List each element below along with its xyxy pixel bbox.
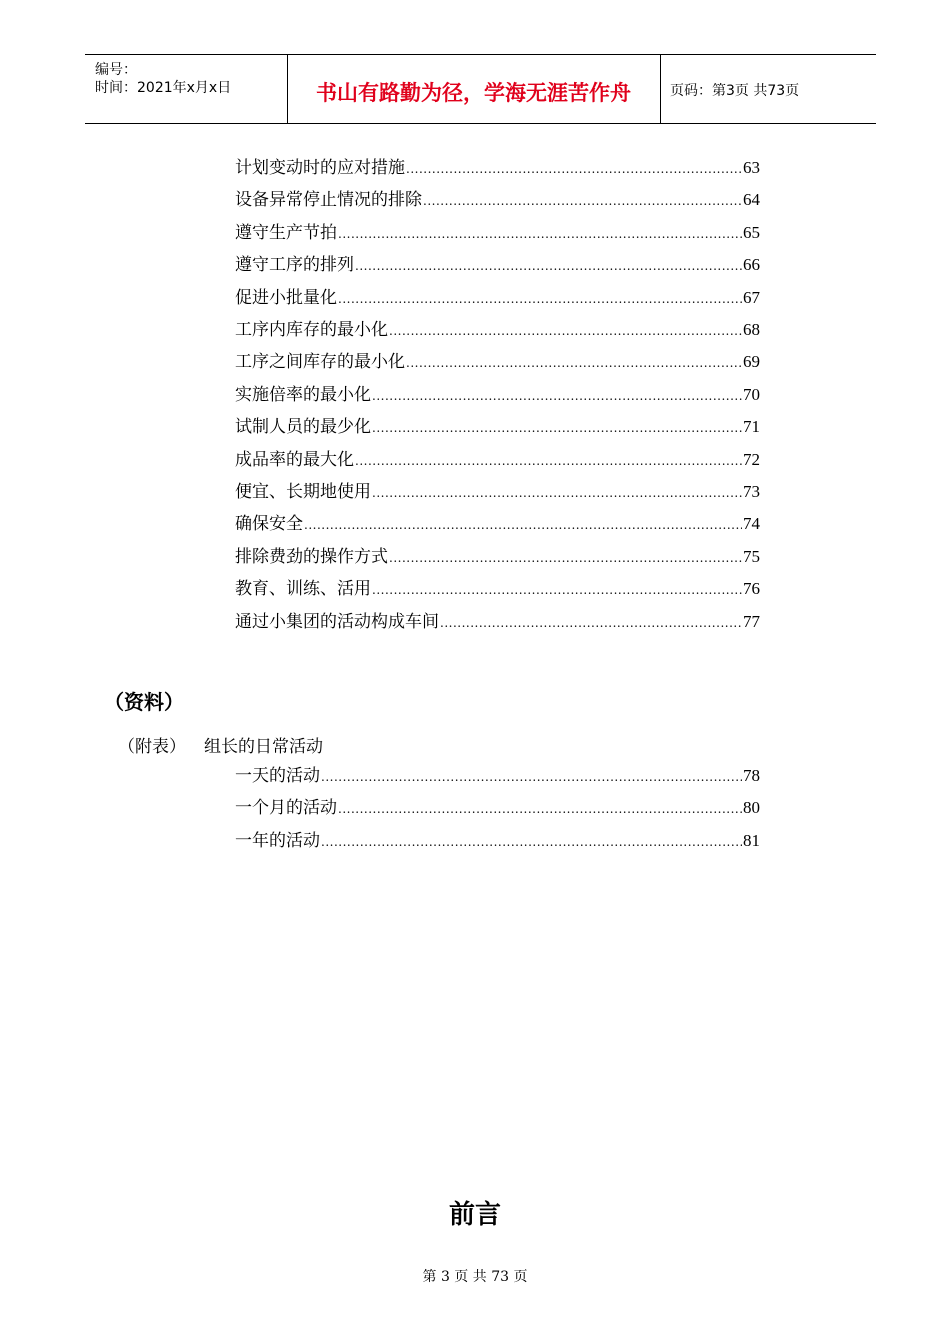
toc-entry-page: 74 (743, 514, 760, 534)
toc-entry[interactable] (235, 480, 760, 504)
toc-dot-leader (406, 157, 742, 181)
toc-entry[interactable] (235, 577, 760, 601)
appendix-title: 组长的日常活动 (204, 737, 323, 757)
toc-dot-leader (372, 578, 742, 602)
appendix-heading (118, 732, 323, 757)
toc-entry-page: 69 (743, 352, 760, 372)
toc-dot-leader (372, 481, 742, 505)
toc-entry[interactable] (235, 221, 760, 245)
toc-entry-title: 排除费劲的操作方式 (235, 546, 388, 567)
toc-dot-leader (389, 546, 742, 570)
toc-dot-leader (338, 287, 742, 311)
toc-entry-page: 66 (743, 255, 760, 275)
toc-dot-leader (355, 254, 742, 278)
toc-entry-title: 一年的活动 (235, 830, 320, 851)
toc-entry[interactable] (235, 829, 760, 853)
toc-entry-page: 81 (743, 830, 760, 850)
header-motto: 书山有路勤为径，学海无涯苦作舟 (316, 81, 631, 105)
toc-entry-title: 试制人员的最少化 (235, 417, 371, 438)
toc-entry-title: 一个月的活动 (235, 798, 337, 819)
toc-entry-page: 68 (743, 320, 760, 339)
toc-entry[interactable] (235, 253, 760, 277)
toc-entry[interactable] (235, 764, 760, 788)
toc-dot-leader (406, 351, 742, 375)
toc-dot-leader (423, 189, 742, 213)
toc-dot-leader (355, 449, 742, 473)
toc-entry-title: 工序之间库存的最小化 (235, 352, 405, 373)
toc-entry-page: 67 (743, 287, 760, 307)
page-header (85, 54, 876, 124)
header-info-cell (85, 55, 288, 123)
toc-entry[interactable] (235, 448, 760, 472)
page-footer: 第 3 页 共 73 页 (422, 1269, 528, 1285)
preface-title: 前言 (448, 1200, 501, 1230)
toc-dot-leader (321, 830, 742, 854)
toc-entry[interactable] (235, 286, 760, 310)
toc-entry-page: 73 (743, 482, 760, 501)
header-page-cell (660, 55, 876, 123)
toc-entry-page: 80 (743, 798, 760, 818)
toc-dot-leader (389, 319, 742, 343)
toc-entry-title: 成品率的最大化 (235, 449, 354, 470)
toc-entry-page: 70 (743, 384, 760, 404)
toc-entry-page: 77 (743, 611, 760, 631)
toc-entry-page: 63 (743, 158, 760, 177)
toc-entry-page: 72 (743, 449, 760, 469)
toc-dot-leader (372, 384, 742, 408)
toc-dot-leader (304, 513, 742, 537)
toc-entry[interactable] (235, 512, 760, 536)
toc-entry-title: 遵守工序的排列 (235, 255, 354, 276)
appendix-tag: （附表） (118, 737, 186, 757)
toc-entry-title: 设备异常停止情况的排除 (235, 190, 422, 211)
toc-entry[interactable] (235, 610, 760, 634)
toc-entry-title: 遵守生产节拍 (235, 222, 337, 243)
toc-entry[interactable] (235, 545, 760, 569)
toc-dot-leader (338, 797, 742, 821)
toc-entry-title: 一天的活动 (235, 766, 320, 786)
document-number-label: 编号： (95, 62, 137, 78)
toc-dot-leader (338, 222, 742, 246)
toc-entry[interactable] (235, 188, 760, 212)
toc-entry[interactable] (235, 796, 760, 820)
toc-entry-title: 计划变动时的应对措施 (235, 158, 405, 178)
toc-entry-title: 促进小批量化 (235, 287, 337, 308)
toc-entry[interactable] (235, 415, 760, 439)
header-motto-cell (287, 55, 661, 123)
document-time-label: 时间：2021年x月x日 (95, 80, 232, 96)
toc-entry-page: 65 (743, 222, 760, 242)
toc-dot-leader (372, 416, 742, 440)
toc-entry[interactable] (235, 156, 760, 180)
toc-entry-page: 78 (743, 766, 760, 785)
header-page-code: 页码：第3页 共73页 (670, 83, 800, 99)
toc-entry-title: 确保安全 (235, 514, 303, 535)
toc-entry[interactable] (235, 350, 760, 374)
toc-entry-title: 工序内库存的最小化 (235, 320, 388, 340)
toc-dot-leader (440, 611, 742, 635)
toc-entry-title: 通过小集团的活动构成车间 (235, 611, 439, 632)
materials-heading: （资料） (104, 690, 184, 714)
toc-entry-page: 75 (743, 546, 760, 566)
toc-entry-page: 64 (743, 190, 760, 210)
toc-entry-page: 76 (743, 579, 760, 599)
toc-entry-title: 实施倍率的最小化 (235, 384, 371, 405)
toc-entry-title: 教育、训练、活用 (235, 579, 371, 600)
toc-entry-page: 71 (743, 417, 760, 437)
toc-entry[interactable] (235, 318, 760, 342)
toc-dot-leader (321, 765, 742, 789)
toc-entry[interactable] (235, 383, 760, 407)
toc-entry-title: 便宜、长期地使用 (235, 482, 371, 502)
